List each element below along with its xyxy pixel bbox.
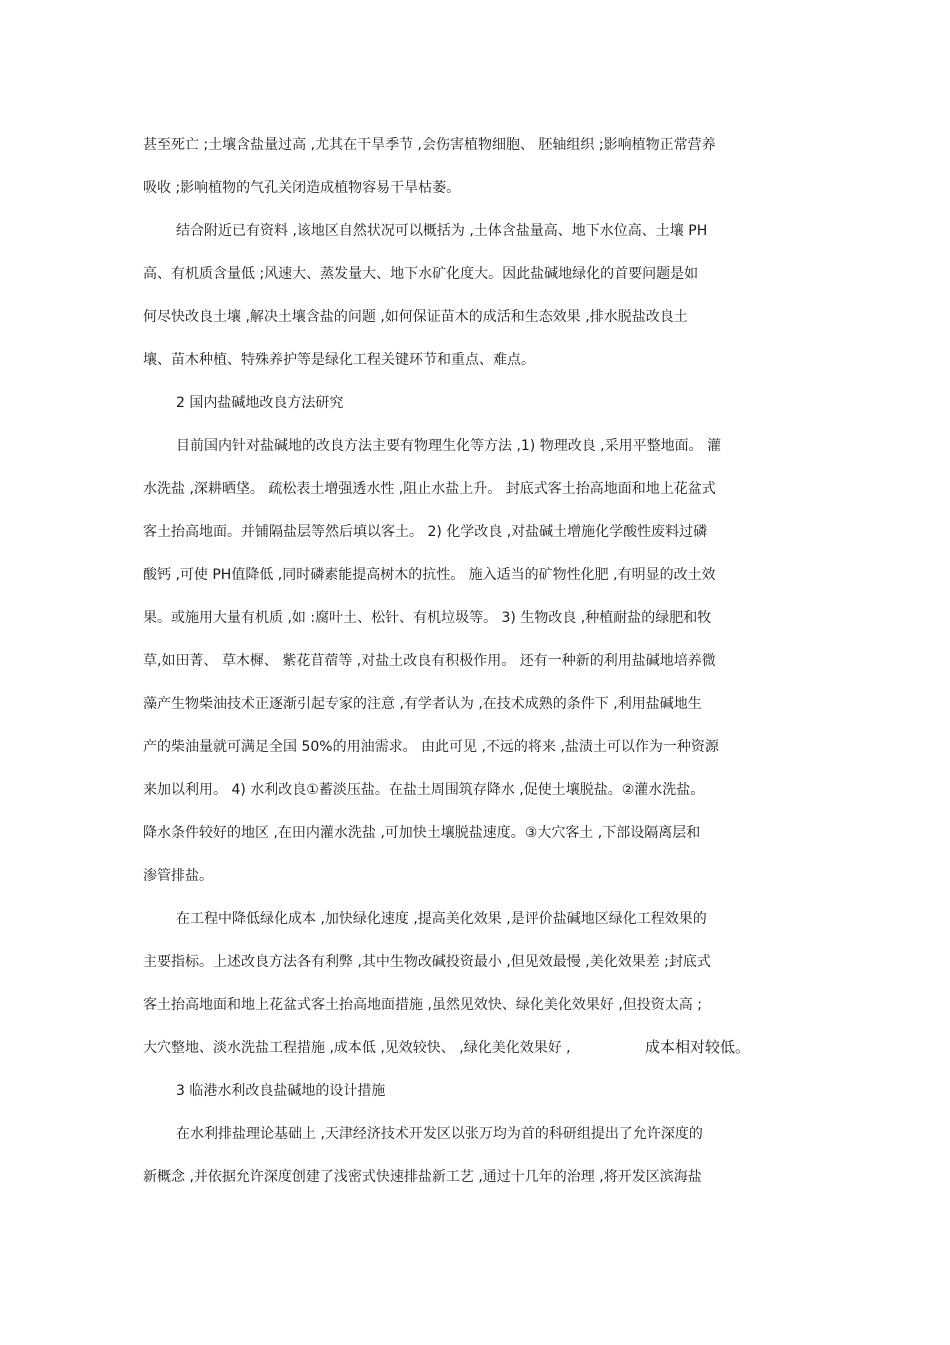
text-line: 水洗盐 ,深耕晒垡。 疏松表土增强透水性 ,阻止水盐上升。 封底式客土抬高地面和地上花盆式	[143, 481, 716, 497]
text-line: 甚至死亡 ;土壤含盐量过高 ,尤其在干旱季节 ,会伤害植物细胞、 胚轴组织 ;影响植物正常营养	[143, 137, 716, 153]
text-line: 藻产生物柴油技术正逐渐引起专家的注意 ,有学者认为 ,在技术成熟的条件下 ,利用盐碱地生	[143, 696, 702, 712]
text-line: 产的柴油量就可满足全国 50%的用油需求。 由此可见 ,不远的将来 ,盐渍土可以作为一种资源	[143, 739, 719, 755]
text-line: 高、有机质含量低 ;风速大、蒸发量大、地下水矿化度大。因此盐碱地绿化的首要问题是如	[143, 266, 699, 282]
text-line: 壤、苗木种植、特殊养护等是绿化工程关键环节和重点、难点。	[143, 352, 535, 368]
text-line: 吸收 ;影响植物的气孔关闭造成植物容易干旱枯萎。	[143, 180, 461, 196]
section-heading: 3 临港水利改良盐碱地的设计措施	[176, 1083, 386, 1099]
text-line: 渗管排盐。	[143, 868, 213, 884]
text-line: 果。或施用大量有机质 ,如 :腐叶土、松针、有机垃圾等。 3) 生物改良 ,种植耐盐的绿肥和牧	[143, 610, 712, 626]
section-heading: 2 国内盐碱地改良方法研究	[176, 395, 344, 411]
text-line: 来加以利用。 4) 水利改良①蓄淡压盐。在盐土周围筑存降水 ,促使土壤脱盐。②灌水洗盐。	[143, 782, 705, 798]
text-line: 何尽快改良土壤 ,解决土壤含盐的问题 ,如何保证苗木的成活和生态效果 ,排水脱盐改良土	[143, 309, 688, 325]
text-line: 草,如田菁、 草木樨、 紫花苜蓿等 ,对盐土改良有积极作用。 还有一种新的利用盐碱地培养微	[143, 653, 716, 669]
paragraph-first-line: 目前国内针对盐碱地的改良方法主要有物理生化等方法 ,1) 物理改良 ,采用平整地面。 灌	[176, 438, 722, 454]
text-line: 大穴整地、淡水洗盐工程措施 ,成本低 ,见效较快、 ,绿化美化效果好 ,	[143, 1040, 571, 1056]
text-line: 客土抬高地面。并铺隔盐层等然后填以客土。 2) 化学改良 ,对盐碱土增施化学酸性废料过磷	[143, 524, 708, 540]
text-line: 主要指标。上述改良方法各有利弊 ,其中生物改碱投资最小 ,但见效最慢 ,美化效果差 ;封底式	[143, 954, 711, 970]
text-line: 新概念 ,并依据允许深度创建了浅密式快速排盐新工艺 ,通过十几年的治理 ,将开发区滨海盐	[143, 1169, 702, 1185]
paragraph-first-line: 在工程中降低绿化成本 ,加快绿化速度 ,提高美化效果 ,是评价盐碱地区绿化工程效果的	[176, 911, 707, 927]
paragraph-first-line: 在水利排盐理论基础上 ,天津经济技术开发区以张万均为首的科研组提出了允许深度的	[176, 1126, 703, 1142]
text-line: 降水条件较好的地区 ,在田内灌水洗盐 ,可加快土壤脱盐速度。③大穴客土 ,下部设隔离层和	[143, 825, 701, 841]
handwritten-style-text: 成本相对较低。	[645, 1038, 751, 1056]
paragraph-first-line: 结合附近已有资料 ,该地区自然状况可以概括为 ,土体含盐量高、地下水位高、土壤 PH	[176, 223, 708, 239]
text-line: 酸钙 ,可使 PH值降低 ,同时磷素能提高树木的抗性。 施入适当的矿物性化肥 ,有明显的改土效	[143, 567, 716, 583]
text-line: 客土抬高地面和地上花盆式客土抬高地面措施 ,虽然见效快、绿化美化效果好 ,但投资太高 ;	[143, 997, 702, 1013]
